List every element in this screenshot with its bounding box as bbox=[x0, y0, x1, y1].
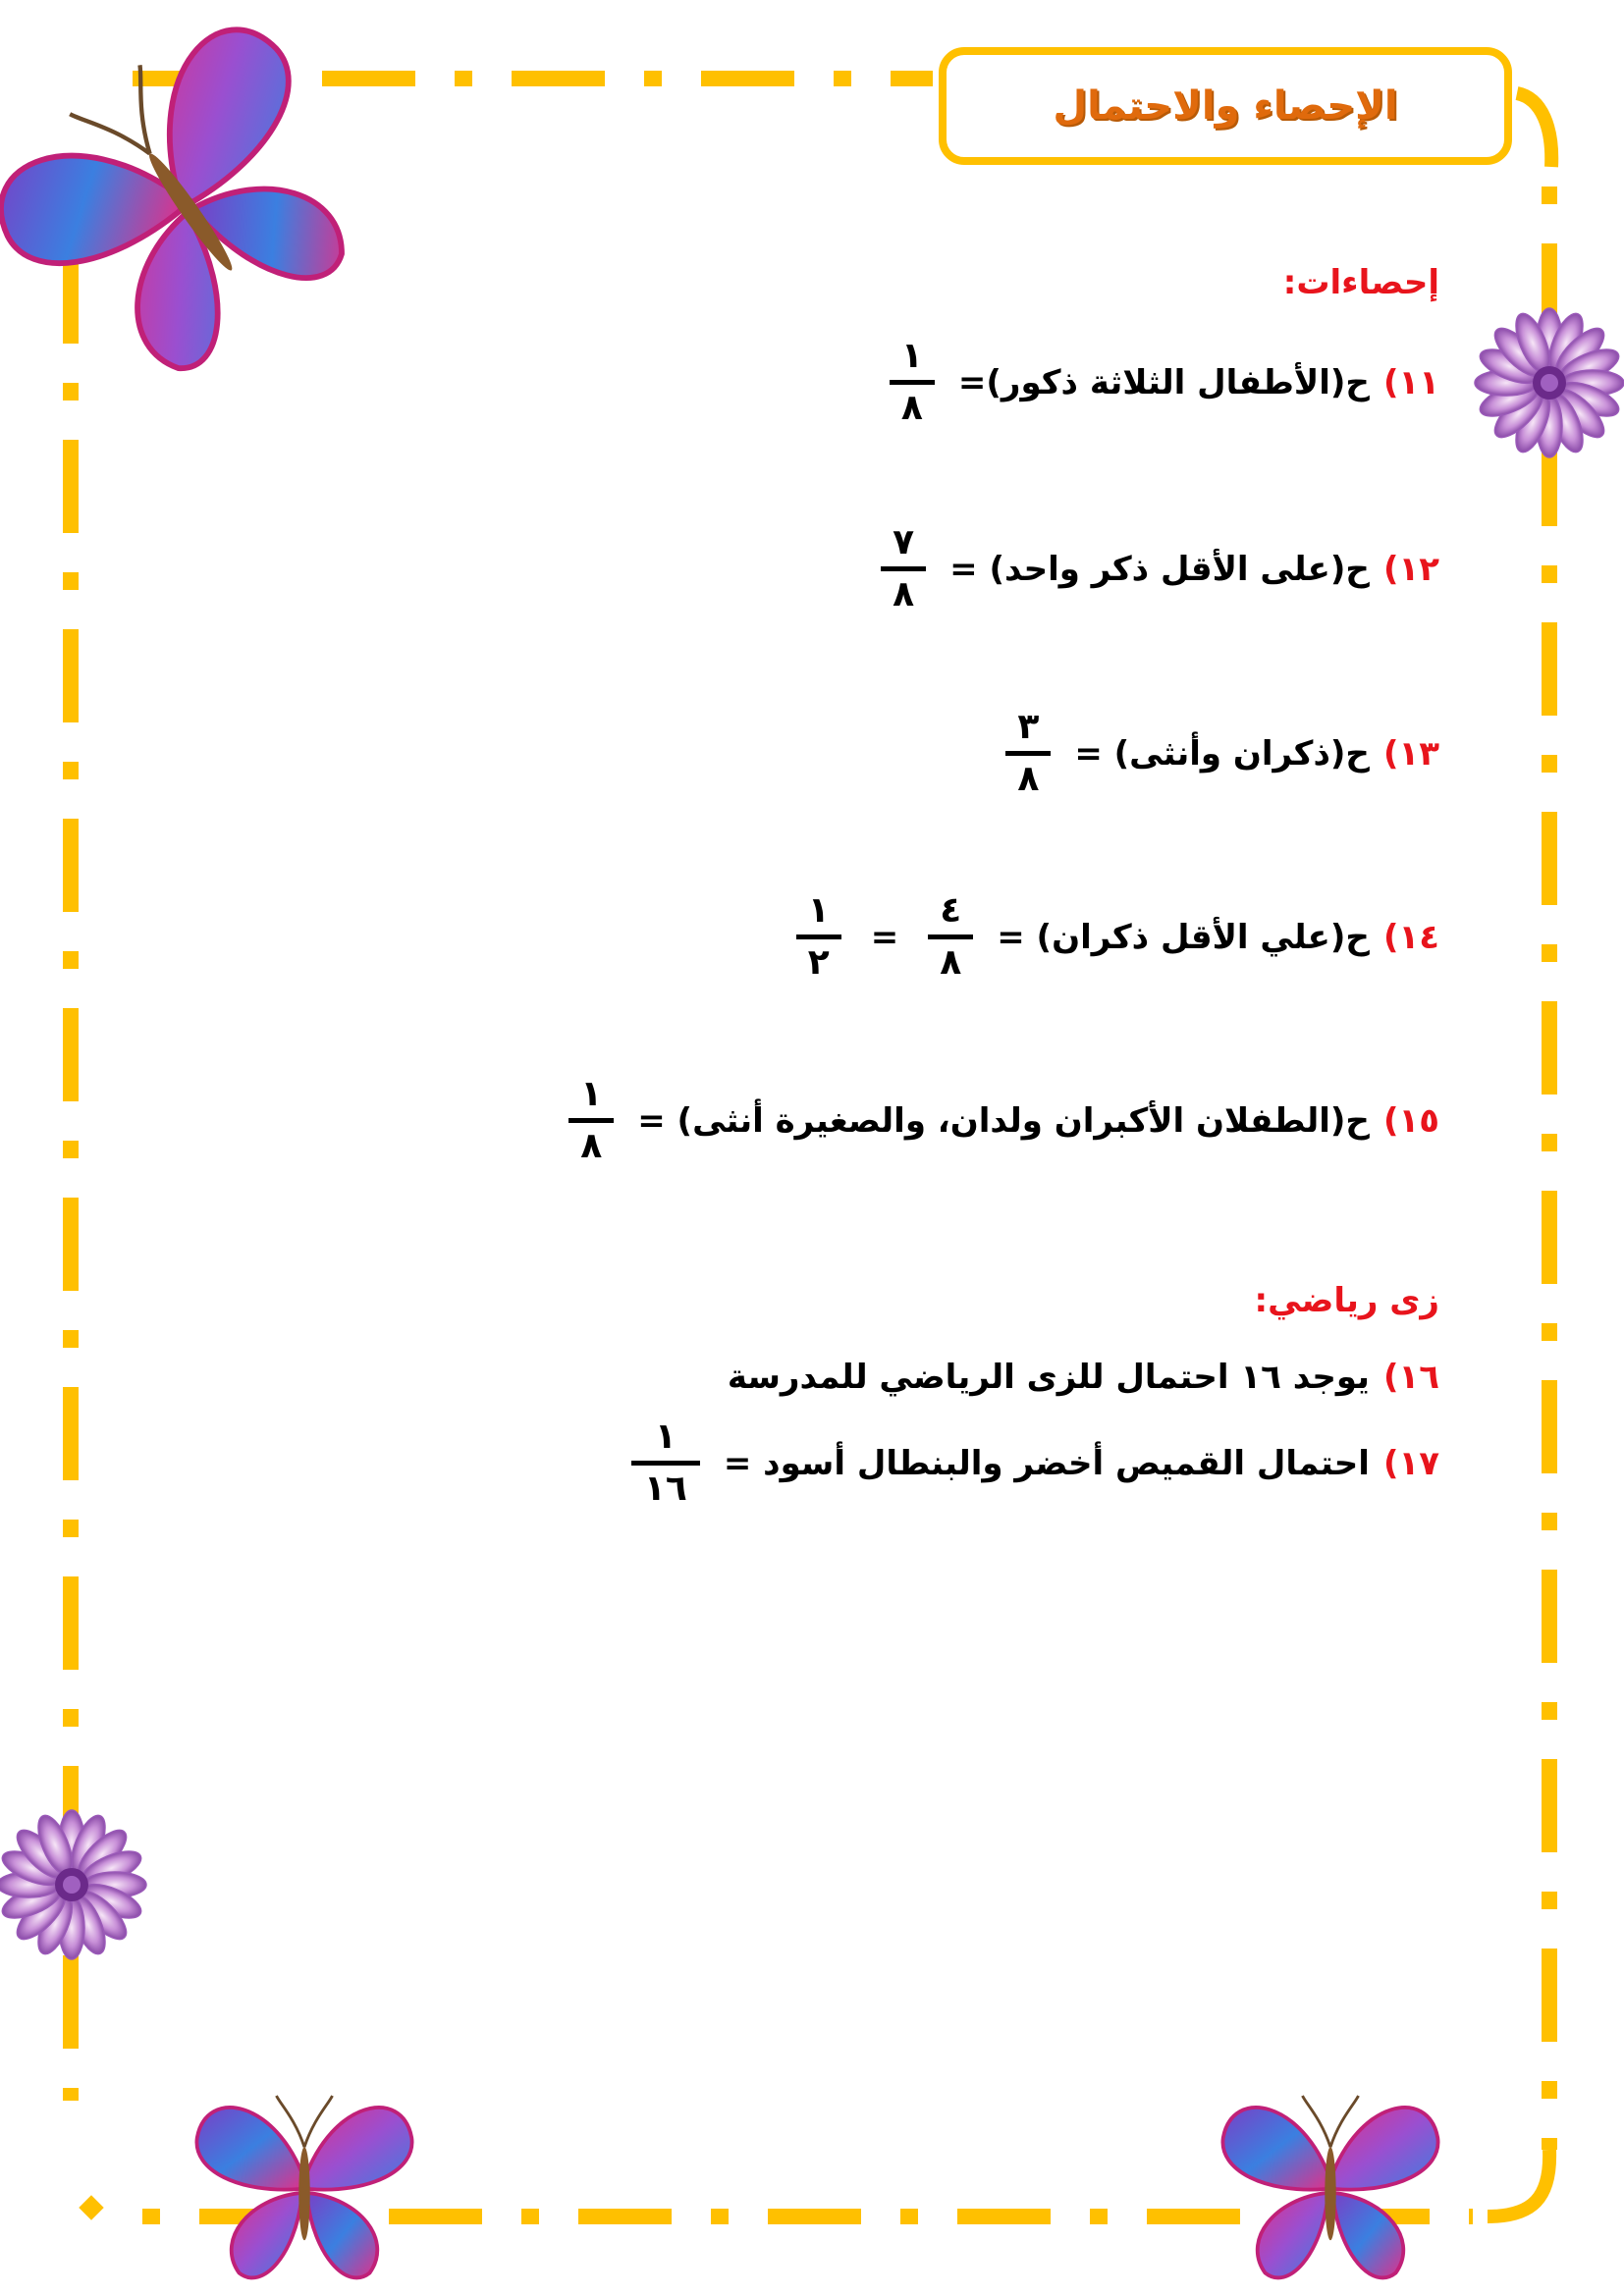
fraction-bar bbox=[881, 566, 926, 571]
item-text: ح(على الأقل ذكر واحد) = bbox=[949, 549, 1370, 589]
flower-icon bbox=[0, 1810, 146, 1959]
item-text: ح(علي الأقل ذكران) = bbox=[997, 917, 1370, 957]
fraction-numerator: ٤ bbox=[940, 890, 962, 931]
fraction-denominator: ٨ bbox=[580, 1126, 603, 1166]
butterfly-icon bbox=[0, 0, 399, 411]
fraction bbox=[568, 1074, 614, 1166]
fraction-numerator: ١ bbox=[654, 1416, 677, 1457]
statistics-heading: إحصاءات: bbox=[1282, 263, 1439, 302]
fraction-bar bbox=[796, 934, 841, 939]
fraction-numerator: ١ bbox=[807, 890, 830, 931]
equals-sign: = bbox=[870, 917, 899, 957]
flower-icon bbox=[1475, 308, 1624, 457]
item-number: ١٦) bbox=[1382, 1358, 1439, 1397]
fraction bbox=[881, 522, 926, 614]
fraction-denominator: ٨ bbox=[1017, 759, 1040, 799]
fraction-denominator: ٢ bbox=[807, 942, 830, 983]
fraction-bar bbox=[928, 934, 973, 939]
list-item bbox=[622, 1416, 1439, 1509]
fraction-numerator: ١ bbox=[580, 1074, 603, 1114]
list-item bbox=[880, 336, 1439, 428]
fraction bbox=[631, 1416, 700, 1509]
item-number: ١٥) bbox=[1382, 1100, 1439, 1141]
item-number: ١٣) bbox=[1382, 733, 1439, 774]
item-number: ١١) bbox=[1382, 362, 1439, 402]
item-number: ١٢) bbox=[1382, 549, 1439, 589]
list-item bbox=[786, 890, 1439, 983]
fraction bbox=[1005, 707, 1051, 799]
item-text: احتمال القميص أخضر والبنطال أسود = bbox=[723, 1443, 1370, 1483]
fraction-denominator: ٨ bbox=[893, 574, 915, 614]
butterfly-icon bbox=[1222, 2096, 1437, 2277]
item-text: ح(الأطفال الثلاثة ذكور)= bbox=[957, 362, 1370, 402]
fraction-bar bbox=[631, 1461, 700, 1466]
fraction bbox=[928, 890, 973, 983]
fraction-bar bbox=[890, 380, 935, 385]
list-item bbox=[871, 522, 1439, 614]
item-number: ١٧) bbox=[1382, 1443, 1439, 1483]
list-item bbox=[996, 707, 1439, 799]
fraction-denominator: ٨ bbox=[900, 388, 923, 428]
fraction bbox=[796, 890, 841, 983]
butterfly-icon bbox=[196, 2096, 411, 2277]
fraction-denominator: ٨ bbox=[940, 942, 962, 983]
list-item bbox=[559, 1074, 1439, 1166]
fraction bbox=[890, 336, 935, 428]
title-box bbox=[939, 47, 1512, 165]
uniform-heading: زى رياضي: bbox=[1254, 1281, 1439, 1320]
fraction-numerator: ١ bbox=[900, 336, 923, 376]
list-item bbox=[728, 1358, 1439, 1397]
item-number: ١٤) bbox=[1382, 917, 1439, 957]
item-text: ح(ذكران وأنثى) = bbox=[1074, 733, 1370, 774]
item-text: ح(الطفلان الأكبران ولدان، والصغيرة أنثى) = bbox=[637, 1100, 1370, 1141]
fraction-bar bbox=[568, 1118, 614, 1123]
fraction-numerator: ٧ bbox=[893, 522, 915, 562]
fraction-bar bbox=[1005, 751, 1051, 756]
page-title: الإحصاء والاحتمال bbox=[1053, 83, 1398, 129]
item-text: يوجد ١٦ احتمال للزى الرياضي للمدرسة bbox=[727, 1358, 1370, 1397]
fraction-numerator: ٣ bbox=[1017, 707, 1040, 747]
fraction-denominator: ١٦ bbox=[643, 1468, 687, 1509]
